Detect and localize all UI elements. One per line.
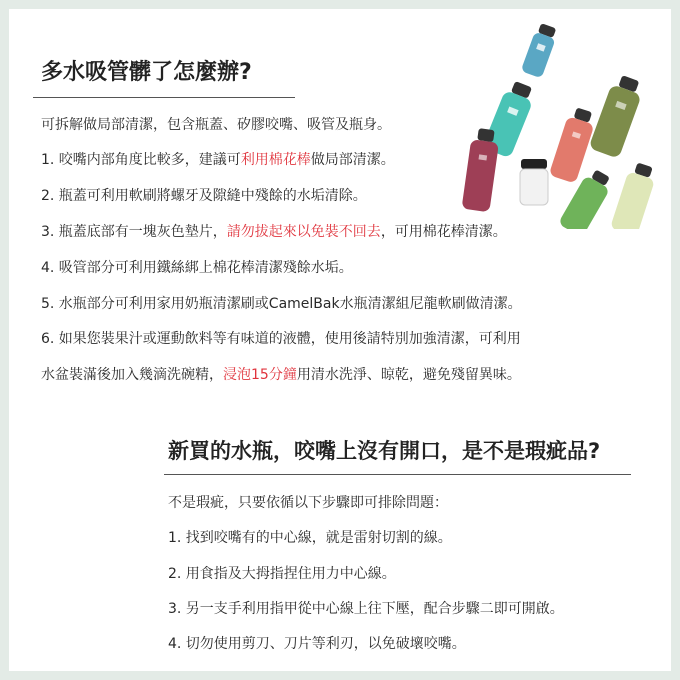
list-item: 5. 水瓶部分可利用家用奶瓶清潔刷或CamelBak水瓶清潔組尼龍軟刷做清潔。 — [41, 296, 522, 312]
list-item: 水盆裝滿後加入幾滴洗碗精，浸泡15分鐘用清水洗淨、晾乾，避免殘留異味。 — [41, 367, 521, 383]
water-bottles-illustration — [439, 19, 669, 229]
list-item: 1. 咬嘴内部角度比較多，建議可利用棉花棒做局部清潔。 — [41, 152, 395, 168]
list-item: 1. 找到咬嘴有的中心線，就是雷射切割的線。 — [168, 530, 452, 546]
section2-title: 新買的水瓶，咬嘴上沒有開口，是不是瑕疵品? — [168, 439, 601, 463]
list-item: 3. 另一支手利用指甲從中心線上往下壓，配合步驟二即可開啟。 — [168, 601, 564, 617]
section1-title: 多水吸管髒了怎麼辦? — [41, 60, 252, 85]
section1-intro: 可拆解做局部清潔，包含瓶蓋、矽膠咬嘴、吸管及瓶身。 — [41, 117, 391, 133]
warning-item: 4. 切勿使用剪刀、刀片等利刃，以免破壞咬嘴。 — [168, 636, 466, 652]
list-item: 3. 瓶蓋底部有一塊灰色墊片，請勿拔起來以免裝不回去，可用棉花棒清潔。 — [41, 224, 507, 240]
section2-divider — [164, 474, 631, 475]
section2-intro: 不是瑕疵，只要依循以下步驟即可排除問題： — [168, 495, 448, 511]
list-item: 2. 瓶蓋可利用軟刷將螺牙及隙縫中殘餘的水垢清除。 — [41, 188, 367, 204]
list-item: 4. 吸管部分可利用鐵絲綁上棉花棒清潔殘餘水垢。 — [41, 260, 353, 276]
content-card — [9, 9, 671, 671]
section1-divider — [33, 97, 295, 98]
list-item: 2. 用食指及大拇指捏住用力中心線。 — [168, 566, 396, 582]
list-item: 6. 如果您裝果汁或運動飲料等有味道的液體，使用後請特別加強清潔，可利用 — [41, 331, 521, 347]
